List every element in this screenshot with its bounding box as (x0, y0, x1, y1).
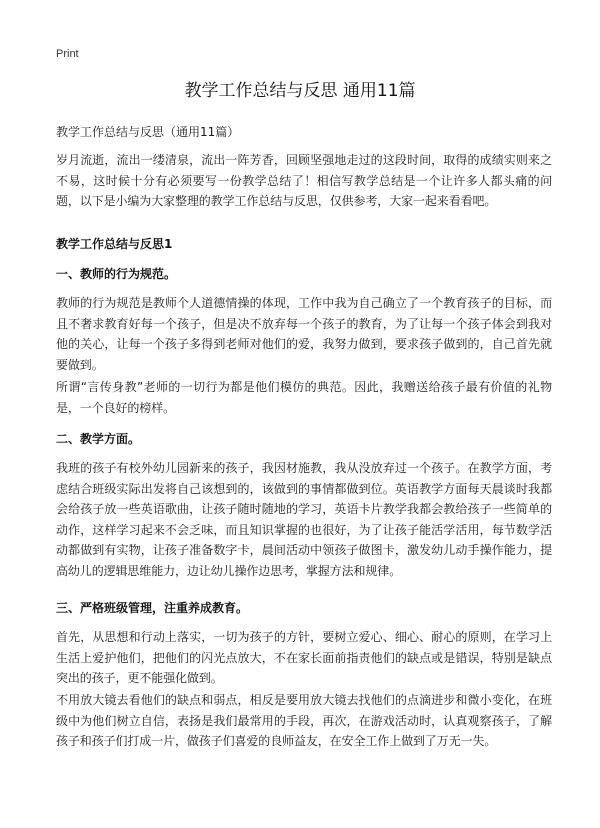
part-1-paragraph-1: 教师的行为规范是教师个人道德情操的体现，工作中我为自己确立了一个教育孩子的目标，而且不奢求教育好每一个孩子，但是决不放弃每一个孩子的教育，为了让每一个孩子体会到我对他的关心，让每一个孩子多得到老师对他们的爱，我努力做到，要求孩子做到的，自己首先就要做到。 (56, 296, 552, 372)
part-3-paragraph-2: 不用放大镜去看他们的缺点和弱点，相反是要用放大镜去找他们的点滴进步和微小变化，在班级中为他们树立自信，表扬是我们最常用的手段，再次，在游戏活动时，认真观察孩子，了解孩子和孩子们打成一片，做孩子们喜爱的良师益友，在安全工作上做到了万无一失。 (56, 693, 552, 748)
intro-paragraph: 岁月流逝，流出一缕清泉，流出一阵芳香，回顾坚强地走过的这段时间，取得的成绩实则来之不易，这时候十分有必须要写一份教学总结了！相信写教学总结是一个让许多人都头痛的问题，以下是小编为大家整理的教学工作总结与反思，仅供参考，大家一起来看看吧。 (56, 153, 552, 208)
part-1-heading: 一、教师的行为规范。 (56, 267, 177, 281)
part-1-paragraph-2: 所谓“言传身教”老师的一切行为都是他们模仿的典范。因此，我赠送给孩子最有价值的礼物是，一个良好的榜样。 (56, 380, 552, 415)
part-2-paragraph-1: 我班的孩子有校外幼儿园新来的孩子，我因材施教，我从没放弃过一个孩子。在教学方面，考虑结合班级实际出发将自己该想到的，该做到的事情都做到位。英语教学方面每天晨谈时我都会给孩子放一些英语歌曲，让孩子随时随地的学习，英语卡片教学我都会教给孩子一些简单的动作，这样学习起来不会乏味，而且知识掌握的也很好，为了让孩子能活学活用，每节数学活动都做到有实物，让孩子准备数字卡，晨间活动中领孩子做图卡，激发幼儿动手操作能力，提高幼儿的逻辑思维能力，边让幼儿操作边思考，掌握方法和规律。 (56, 461, 552, 578)
part-3-heading: 三、严格班级管理，注重养成教育。 (56, 601, 249, 615)
document-subtitle: 教学工作总结与反思（通用11篇） (56, 125, 240, 139)
print-link[interactable]: Print (56, 48, 79, 60)
section-title: 教学工作总结与反思1 (56, 237, 173, 251)
part-2-heading: 二、教学方面。 (56, 432, 141, 446)
part-3-paragraph-1: 首先，从思想和行动上落实，一切为孩子的方针，要树立爱心、细心、耐心的原则，在学习上生活上爱护他们，把他们的闪光点放大，不在家长面前指责他们的缺点或是错误，特别是缺点突出的孩子，更不能强化做到。 (56, 630, 552, 685)
document-title: 教学工作总结与反思 通用11篇 (184, 81, 416, 101)
